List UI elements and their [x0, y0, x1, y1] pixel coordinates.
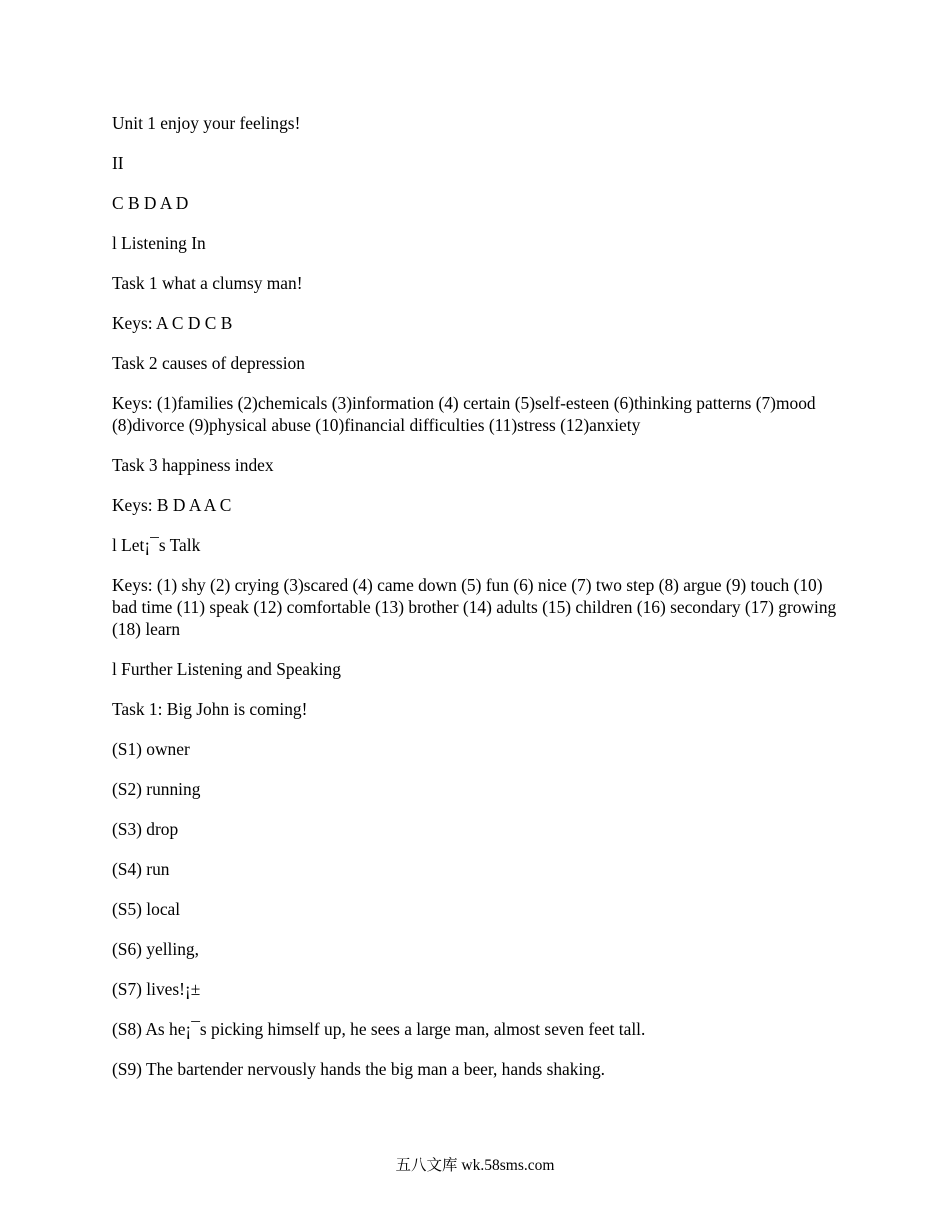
section-heading-lets-talk: l Let¡¯s Talk — [112, 535, 201, 555]
answer-keys: Keys: (1) shy (2) crying (3)scared (4) came down (5) fun (6) nice (7) two step (8) argue (9) touch (10) bad time (11) speak (12) comfortable (13) brother (14) adults (15) children (16) secondary (17) growing (18) learn — [112, 575, 837, 639]
document-body — [112, 112, 842, 1098]
task-heading: Task 3 happiness index — [112, 455, 274, 475]
answer-line: (S6) yelling, — [112, 939, 199, 959]
task-heading: Task 1: Big John is coming! — [112, 699, 308, 719]
answer-line: (S7) lives!¡± — [112, 979, 201, 999]
answer-keys: Keys: B D A A C — [112, 495, 232, 515]
answer-line: (S4) run — [112, 859, 170, 879]
answer-keys: Keys: A C D C B — [112, 313, 233, 333]
answer-keys: Keys: (1)families (2)chemicals (3)information (4) certain (5)self-esteen (6)thinking patterns (7)mood (8)divorce (9)physical abuse (10)financial difficulties (11)stress (12)anxiety — [112, 393, 816, 435]
section-heading-further-listening: l Further Listening and Speaking — [112, 659, 341, 679]
section-number: II — [112, 153, 124, 173]
answer-line: (S8) As he¡¯s picking himself up, he sees a large man, almost seven feet tall. — [112, 1019, 646, 1039]
answer-line: (S2) running — [112, 779, 201, 799]
task-heading: Task 2 causes of depression — [112, 353, 305, 373]
answer-line: (S9) The bartender nervously hands the big man a beer, hands shaking. — [112, 1059, 606, 1079]
answer-line: (S1) owner — [112, 739, 190, 759]
answer-line: (S5) local — [112, 899, 181, 919]
section-heading-listening-in: l Listening In — [112, 233, 206, 253]
unit-title: Unit 1 enjoy your feelings! — [112, 113, 301, 133]
page-footer: 五八文库 wk.58sms.com — [395, 1157, 555, 1174]
answer-keys: C B D A D — [112, 193, 189, 213]
task-heading: Task 1 what a clumsy man! — [112, 273, 303, 293]
answer-line: (S3) drop — [112, 819, 179, 839]
